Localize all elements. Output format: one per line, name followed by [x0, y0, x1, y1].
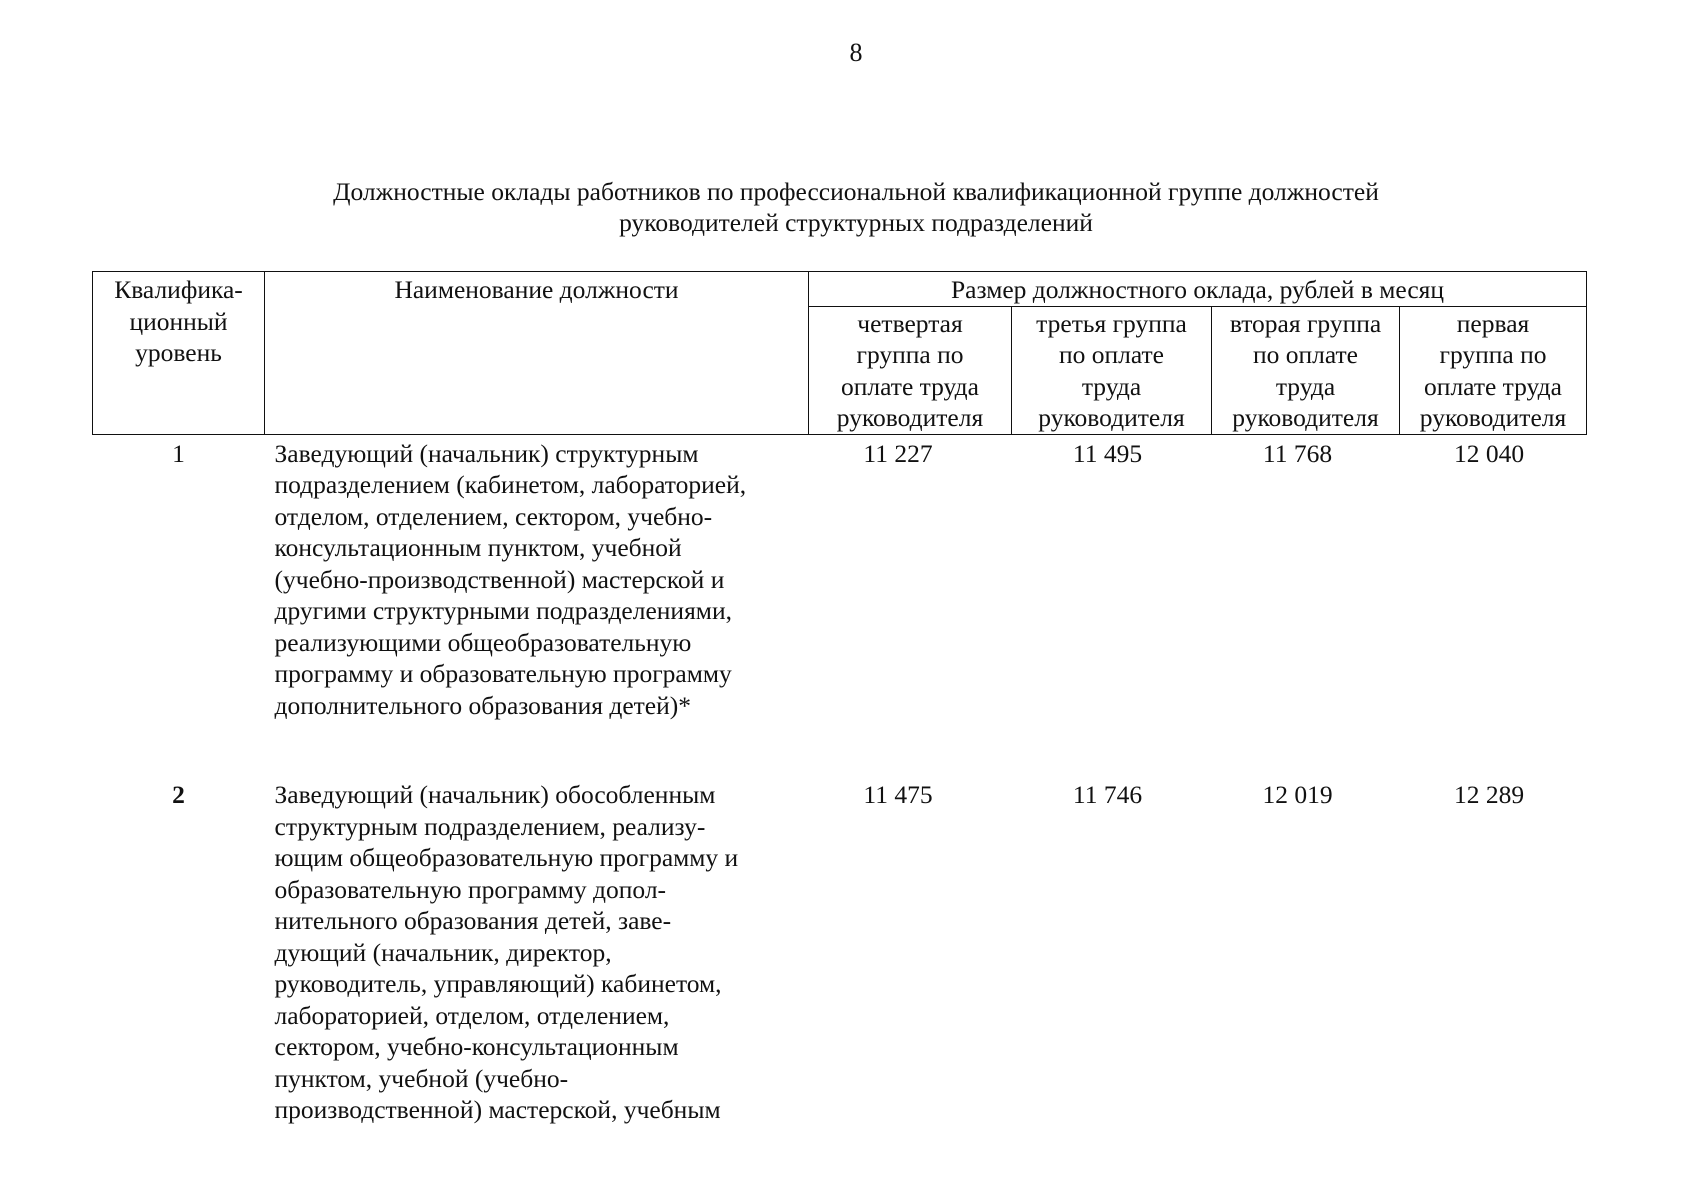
row-value-group-1: 12 289	[1453, 780, 1525, 810]
row-value-group-2: 12 019	[1262, 780, 1333, 810]
title-line-1: Должностные оклады работников по профессиональной квалификационной группе должностей	[333, 177, 1379, 206]
header-group-4: четвертая группа по оплате труда руководителя	[809, 306, 1012, 434]
salary-table	[92, 271, 1587, 1126]
header-group-2: вторая группа по оплате труда руководителя	[1212, 306, 1400, 434]
row-position-name: Заведующий (начальник) обособленным структурным подразделением, реализу- ющим общеобразовательную программу и образовательную программу допол- нительного образования детей, заве- дующий (начальник, директор, руководитель, управляющий) кабинетом, лабораторией, отделом, отделением, сектором, учебно-консультационным пунктом, учебной (учебно- производственной) мастерской, учебным	[274, 780, 739, 1125]
row-value-group-1: 12 040	[1453, 438, 1525, 468]
row-value-group-3: 11 495	[1072, 438, 1143, 468]
header-level: Квалифика- ционный уровень	[93, 272, 265, 435]
row-value-group-2: 11 768	[1262, 438, 1333, 468]
header-position-name: Наименование должности	[265, 272, 809, 435]
document-title	[200, 176, 1512, 238]
title-line-2: руководителей структурных подразделений	[619, 208, 1093, 237]
row-level: 2	[172, 780, 185, 810]
table-row	[93, 771, 1587, 1126]
row-value-group-4: 11 475	[863, 780, 933, 810]
row-position-name: Заведующий (начальник) структурным подразделением (кабинетом, лабораторией, отделом, отделением, сектором, учебно- консультационным пунктом, учебной (учебно-производственной) мастерской и другими структурными подразделениями, реализующими общеобразовательную программу и образовательную программу дополнительного образования детей)*	[274, 438, 747, 720]
page-number: 8	[849, 38, 863, 67]
header-group-1: первая группа по оплате труда руководителя	[1400, 306, 1587, 434]
table-header-row	[93, 272, 1587, 307]
header-group-3: третья группа по оплате труда руководителя	[1012, 306, 1212, 434]
table-row	[93, 434, 1587, 771]
row-value-group-4: 11 227	[863, 438, 933, 468]
row-level: 1	[172, 438, 185, 468]
header-salary-group: Размер должностного оклада, рублей в месяц	[809, 272, 1587, 307]
row-value-group-3: 11 746	[1072, 780, 1143, 810]
